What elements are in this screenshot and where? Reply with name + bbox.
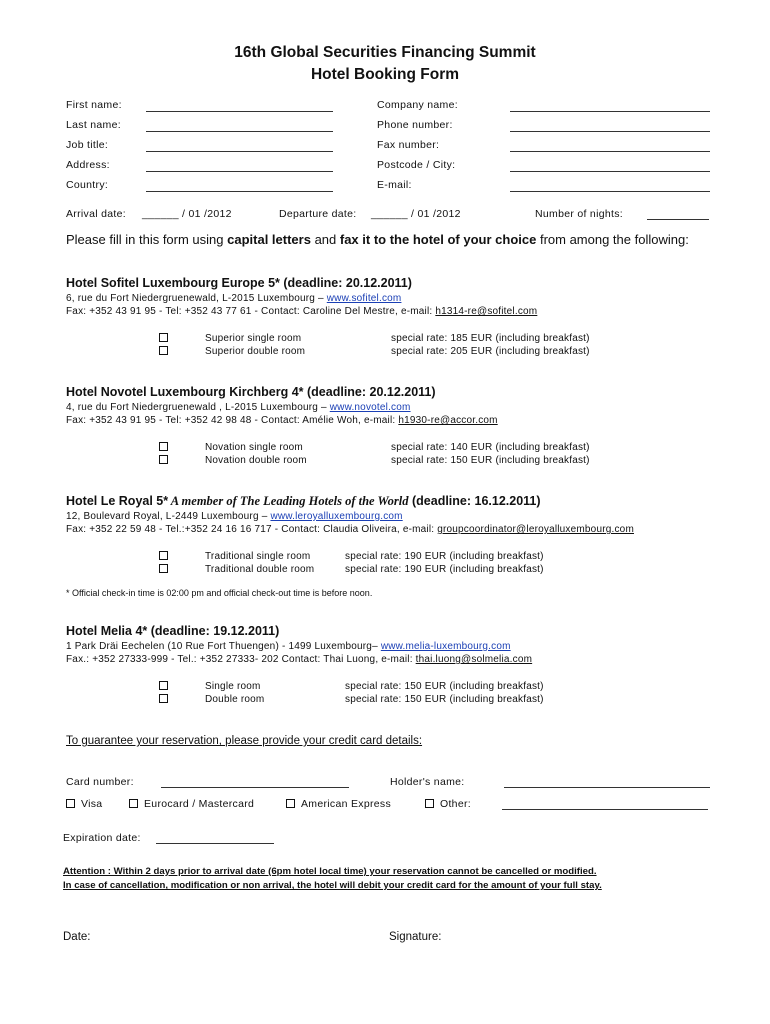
hotel-melia-email-link[interactable]: thai.luong@solmelia.com xyxy=(415,654,533,665)
room-option[interactable] xyxy=(159,455,174,466)
hotel-leroyal-email-link[interactable]: groupcoordinator@leroyalluxembourg.com xyxy=(437,524,634,535)
hotel-novotel-address xyxy=(66,402,411,413)
job-title-field[interactable] xyxy=(146,141,333,152)
checkbox-icon[interactable] xyxy=(159,346,168,355)
company-name-label: Company name: xyxy=(377,99,458,111)
hotel-deadline: (deadline: 16.12.2011) xyxy=(408,494,541,508)
hotel-novotel-email-link[interactable]: h1930-re@accor.com xyxy=(398,415,498,426)
checkbox-icon[interactable] xyxy=(159,442,168,451)
other-label: Other: xyxy=(440,798,471,810)
first-name-label: First name: xyxy=(66,99,122,111)
room-rate: special rate: 185 EUR (including breakfast) xyxy=(391,333,590,344)
eurocard-label: Eurocard / Mastercard xyxy=(144,798,255,810)
amex-option[interactable] xyxy=(286,798,391,810)
room-type: Traditional double room xyxy=(205,564,315,575)
company-name-field[interactable] xyxy=(510,101,710,112)
room-type: Superior double room xyxy=(205,346,306,357)
hotel-leroyal-name xyxy=(66,494,541,509)
country-field[interactable] xyxy=(146,181,333,192)
holders-name-label: Holder's name: xyxy=(390,776,465,788)
checkbox-icon[interactable] xyxy=(286,799,295,808)
room-type: Superior single room xyxy=(205,333,302,344)
room-rate: special rate: 140 EUR (including breakfast) xyxy=(391,442,590,453)
hotel-novotel-website-link[interactable]: www.novotel.com xyxy=(329,402,411,413)
hotel-melia-contact xyxy=(66,654,532,665)
nights-label: Number of nights: xyxy=(535,208,623,220)
hotel-sofitel-website-link[interactable]: www.sofitel.com xyxy=(326,293,402,304)
email-field[interactable] xyxy=(510,181,710,192)
fax-number-field[interactable] xyxy=(510,141,710,152)
hotel-sofitel-email-link[interactable]: h1314-re@sofitel.com xyxy=(435,306,538,317)
card-number-field[interactable] xyxy=(161,777,349,788)
date-label: Date: xyxy=(63,931,91,943)
checkbox-icon[interactable] xyxy=(66,799,75,808)
hotel-leroyal-address xyxy=(66,511,403,522)
country-label: Country: xyxy=(66,179,109,191)
room-option[interactable] xyxy=(159,346,174,357)
hotel-affiliation: A member of The Leading Hotels of the World xyxy=(168,494,409,508)
form-title: 16th Global Securities Financing Summit xyxy=(234,44,536,61)
hotel-melia-name: Hotel Melia 4* (deadline: 19.12.2011) xyxy=(66,624,280,638)
phone-number-label: Phone number: xyxy=(377,119,453,131)
address-text: 6, rue du Fort Niedergruenewald, L-2015 Luxembourg – xyxy=(66,293,327,304)
departure-date-field[interactable]: ______ / 01 /2012 xyxy=(371,208,461,220)
checkbox-icon[interactable] xyxy=(159,564,168,573)
room-type: Traditional single room xyxy=(205,551,311,562)
eurocard-option[interactable] xyxy=(129,798,254,810)
attention-line-2: In case of cancellation, modification or non arrival, the hotel will debit your credit card for the amount of your full stay. xyxy=(63,880,602,891)
last-name-label: Last name: xyxy=(66,119,121,131)
contact-text: Fax.: +352 27333-999 - Tel.: +352 27333- 202 Contact: Thai Luong, e-mail: xyxy=(66,654,416,665)
first-name-field[interactable] xyxy=(146,101,333,112)
contact-text: Fax: +352 22 59 48 - Tel.:+352 24 16 16 717 - Contact: Claudia Oliveira, e-mail: xyxy=(66,524,438,535)
form-subtitle: Hotel Booking Form xyxy=(310,66,460,83)
hotel-sofitel-name: Hotel Sofitel Luxembourg Europe 5* (deadline: 20.12.2011) xyxy=(66,276,412,290)
room-type: Novation double room xyxy=(205,455,307,466)
visa-option[interactable] xyxy=(66,798,102,810)
job-title-label: Job title: xyxy=(66,139,109,151)
expiration-date-field[interactable] xyxy=(156,833,274,844)
holders-name-field[interactable] xyxy=(504,777,710,788)
visa-label: Visa xyxy=(81,798,103,810)
nights-field[interactable] xyxy=(647,209,709,220)
room-option[interactable] xyxy=(159,564,174,575)
address-text: 1 Park Dräi Eechelen (10 Rue Fort Thuengen) - 1499 Luxembourg– xyxy=(66,641,381,652)
intro-emphasis: fax it to the hotel of your choice xyxy=(339,232,537,247)
room-option[interactable] xyxy=(159,442,174,453)
last-name-field[interactable] xyxy=(146,121,333,132)
phone-number-field[interactable] xyxy=(510,121,710,132)
contact-text: Fax: +352 43 91 95 - Tel: +352 43 77 61 - Contact: Caroline Del Mestre, e-mail: xyxy=(66,306,436,317)
amex-label: American Express xyxy=(301,798,391,810)
hotel-sofitel-contact xyxy=(66,306,537,317)
room-option[interactable] xyxy=(159,681,174,692)
postcode-city-label: Postcode / City: xyxy=(377,159,456,171)
contact-text: Fax: +352 43 91 95 - Tel: +352 42 98 48 - Contact: Amélie Woh, e-mail: xyxy=(66,415,399,426)
address-text: 4, rue du Fort Niedergruenewald , L-2015 Luxembourg – xyxy=(66,402,330,413)
room-option[interactable] xyxy=(159,333,174,344)
payment-heading: To guarantee your reservation, please provide your credit card details: xyxy=(66,735,423,747)
other-card-field[interactable] xyxy=(502,799,708,810)
arrival-date-field[interactable]: ______ / 01 /2012 xyxy=(142,208,232,220)
signature-label: Signature: xyxy=(389,931,442,943)
room-type: Single room xyxy=(205,681,261,692)
other-option[interactable] xyxy=(425,798,471,810)
room-type: Double room xyxy=(205,694,265,705)
card-number-label: Card number: xyxy=(66,776,134,788)
postcode-city-field[interactable] xyxy=(510,161,710,172)
room-rate: special rate: 150 EUR (including breakfast) xyxy=(345,681,544,692)
intro-emphasis: capital letters xyxy=(227,232,311,247)
intro-part: from among the following: xyxy=(536,232,689,247)
checkbox-icon[interactable] xyxy=(129,799,138,808)
checkbox-icon[interactable] xyxy=(159,551,168,560)
hotel-sofitel-address xyxy=(66,293,401,304)
room-option[interactable] xyxy=(159,694,174,705)
checkbox-icon[interactable] xyxy=(159,681,168,690)
room-type: Novation single room xyxy=(205,442,303,453)
address-field[interactable] xyxy=(146,161,333,172)
hotel-novotel-name: Hotel Novotel Luxembourg Kirchberg 4* (deadline: 20.12.2011) xyxy=(66,385,436,399)
hotel-leroyal-contact xyxy=(66,524,634,535)
expiration-date-label: Expiration date: xyxy=(63,832,141,844)
checkbox-icon[interactable] xyxy=(159,333,168,342)
hotel-melia-address xyxy=(66,641,511,652)
hotel-leroyal-website-link[interactable]: www.leroyalluxembourg.com xyxy=(270,511,403,522)
attention-line-1: Attention : Within 2 days prior to arrival date (6pm hotel local time) your reservation cannot be cancelled or modified. xyxy=(63,866,597,877)
intro-text xyxy=(66,232,708,248)
hotel-melia-website-link[interactable]: www.melia-luxembourg.com xyxy=(380,641,511,652)
checkbox-icon[interactable] xyxy=(159,455,168,464)
checkbox-icon[interactable] xyxy=(159,694,168,703)
hotel-novotel-contact xyxy=(66,415,498,426)
room-rate: special rate: 150 EUR (including breakfast) xyxy=(391,455,590,466)
room-rate: special rate: 205 EUR (including breakfast) xyxy=(391,346,590,357)
intro-part: Please fill in this form using xyxy=(66,232,228,247)
intro-part: and xyxy=(310,232,340,247)
departure-date-label: Departure date: xyxy=(279,208,357,220)
address-label: Address: xyxy=(66,159,110,171)
room-rate: special rate: 150 EUR (including breakfast) xyxy=(345,694,544,705)
email-label: E-mail: xyxy=(377,179,412,191)
room-rate: special rate: 190 EUR (including breakfast) xyxy=(345,564,544,575)
address-text: 12, Boulevard Royal, L-2449 Luxembourg – xyxy=(66,511,271,522)
room-rate: special rate: 190 EUR (including breakfast) xyxy=(345,551,544,562)
room-option[interactable] xyxy=(159,551,174,562)
checkin-note: * Official check-in time is 02:00 pm and official check-out time is before noon. xyxy=(66,588,373,598)
hotel-name-text: Hotel Le Royal 5* xyxy=(66,494,169,508)
checkbox-icon[interactable] xyxy=(425,799,434,808)
arrival-date-label: Arrival date: xyxy=(66,208,126,220)
fax-number-label: Fax number: xyxy=(377,139,440,151)
